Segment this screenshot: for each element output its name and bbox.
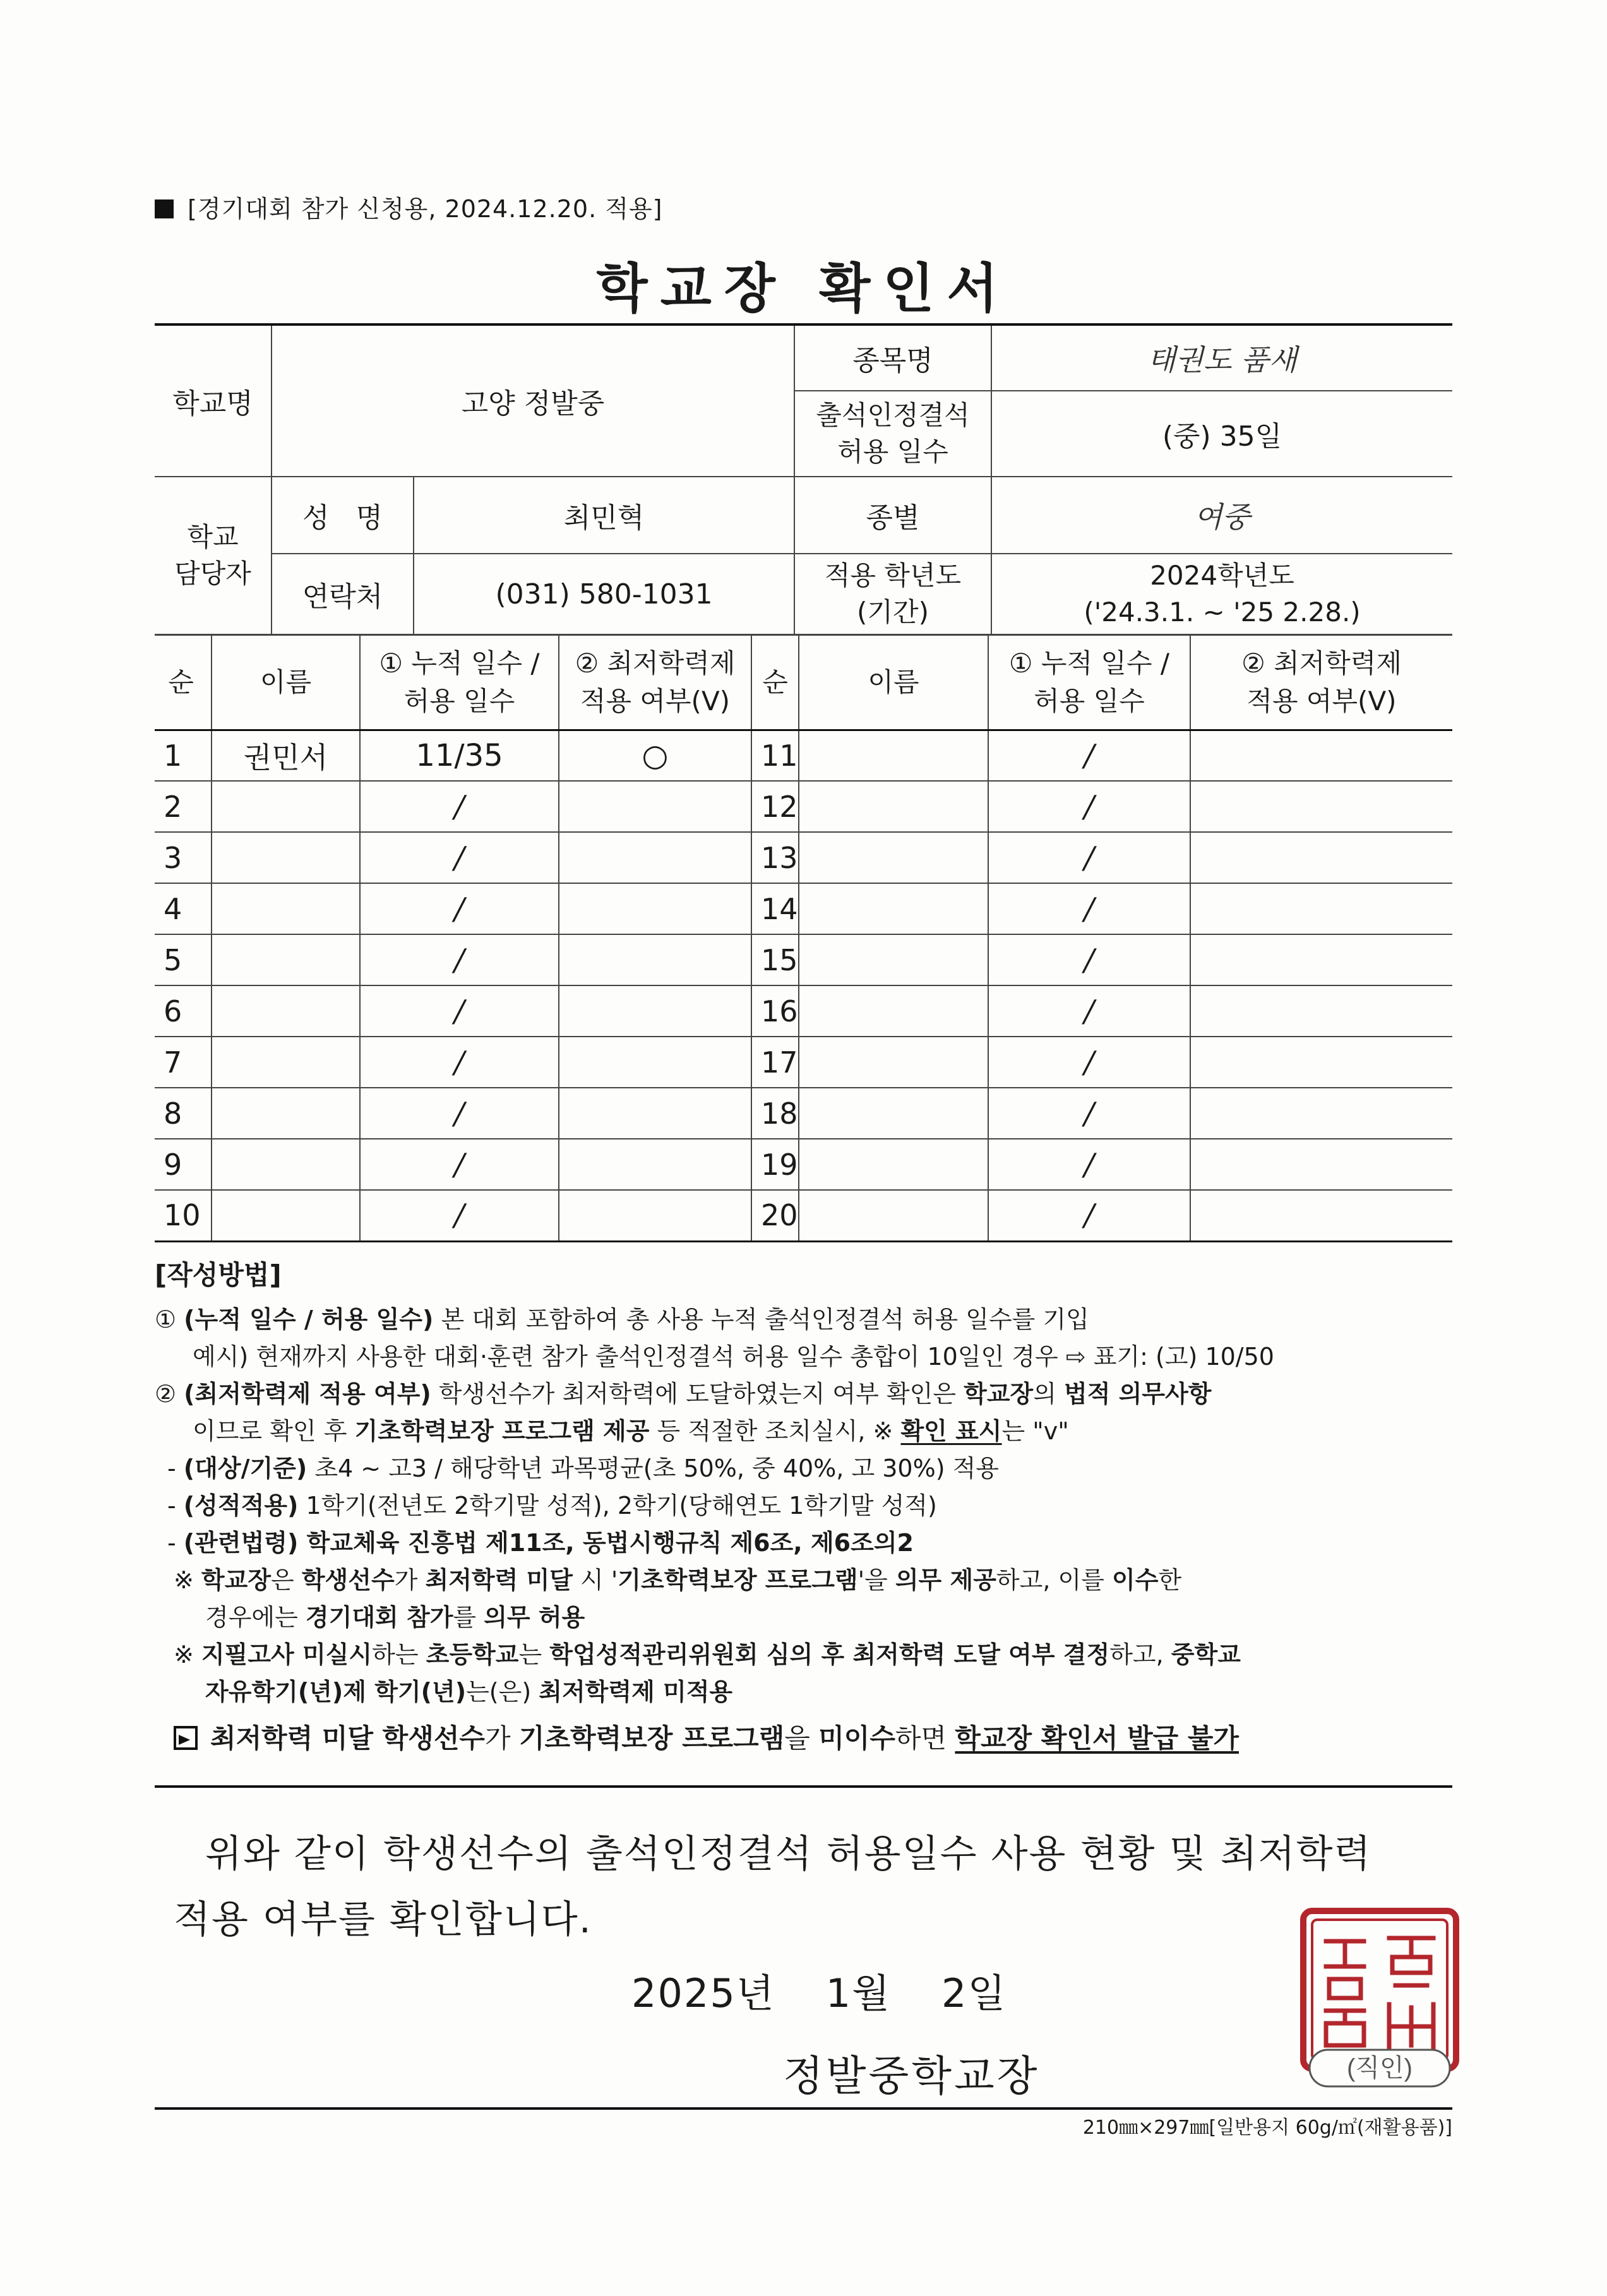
school-info-table bbox=[155, 323, 1452, 635]
athlete-roster-table bbox=[155, 634, 1452, 1242]
instruction-line: - (성적적용) 1학기(전년도 2학기말 성적), 2학기(당해연도 1학기말 성적) bbox=[167, 1492, 937, 1520]
school-name-value: 고양 정발중 bbox=[272, 324, 794, 477]
min-academic-check bbox=[1190, 1037, 1452, 1088]
roster-header-row bbox=[155, 635, 1452, 730]
row-number: 3 bbox=[155, 832, 212, 883]
row-number: 1 bbox=[155, 730, 212, 781]
form-usage-note: [경기대회 참가 신청용, 2024.12.20. 적용] bbox=[155, 189, 663, 224]
cumulative-days: / bbox=[360, 1139, 559, 1190]
row-number: 13 bbox=[751, 832, 799, 883]
instruction-line: 예시) 현재까지 사용한 대회·훈련 참가 출석인정결석 허용 일수 총합이 10일인 경우 ⇨ 표기: (고) 10/50 bbox=[193, 1343, 1274, 1371]
row-number: 12 bbox=[751, 781, 799, 832]
athlete-name bbox=[799, 781, 988, 832]
row-number: 17 bbox=[751, 1037, 799, 1088]
row-number: 5 bbox=[155, 934, 212, 985]
roster-row bbox=[155, 832, 1452, 883]
black-square-icon bbox=[155, 199, 174, 218]
cumulative-days: / bbox=[360, 1190, 559, 1241]
athlete-name: 권민서 bbox=[212, 730, 360, 781]
athlete-name bbox=[212, 1139, 360, 1190]
staff-name-label: 성 명 bbox=[272, 477, 414, 554]
row-number: 11 bbox=[751, 730, 799, 781]
sport-label: 종목명 bbox=[794, 324, 991, 391]
athlete-name bbox=[799, 832, 988, 883]
min-academic-check bbox=[559, 1037, 751, 1088]
row-number: 4 bbox=[155, 883, 212, 934]
arrow-box-icon bbox=[174, 1726, 198, 1750]
min-academic-check bbox=[1190, 1088, 1452, 1139]
athlete-name bbox=[212, 1190, 360, 1241]
col-min-header: ② 최저학력제 적용 여부(V) bbox=[559, 635, 751, 730]
cumulative-days: / bbox=[988, 1088, 1190, 1139]
roster-row bbox=[155, 1139, 1452, 1190]
cumulative-days: / bbox=[360, 934, 559, 985]
athlete-name bbox=[799, 1088, 988, 1139]
document-title: 학교장 확인서 bbox=[596, 258, 1011, 319]
athlete-name bbox=[799, 1037, 988, 1088]
instruction-line: - (관련법령) 학교체육 진흥법 제11조, 동법시행규칙 제6조, 제6조의2 bbox=[167, 1529, 914, 1557]
athlete-name bbox=[799, 730, 988, 781]
row-number: 15 bbox=[751, 934, 799, 985]
athlete-name bbox=[212, 934, 360, 985]
school-year-value: 2024학년도 ('24.3.1. ~ '25 2.28.) bbox=[991, 554, 1452, 634]
min-academic-check bbox=[559, 985, 751, 1037]
roster-row bbox=[155, 781, 1452, 832]
cumulative-days: / bbox=[360, 832, 559, 883]
min-academic-check bbox=[559, 1190, 751, 1241]
cumulative-days: / bbox=[988, 781, 1190, 832]
staff-name-value: 최민혁 bbox=[414, 477, 794, 554]
row-number: 2 bbox=[155, 781, 212, 832]
instruction-line: 경우에는 경기대회 참가를 의무 허용 bbox=[205, 1603, 585, 1631]
paper-spec-note: 210㎜×297㎜[일반용지 60g/㎡(재활용품)] bbox=[1082, 2117, 1452, 2139]
col-days-header: ① 누적 일수 / 허용 일수 bbox=[360, 635, 559, 730]
cumulative-days: / bbox=[988, 1037, 1190, 1088]
roster-row bbox=[155, 883, 1452, 934]
footer-divider bbox=[155, 2107, 1452, 2110]
min-academic-check bbox=[559, 832, 751, 883]
athlete-name bbox=[799, 934, 988, 985]
cumulative-days: / bbox=[360, 1037, 559, 1088]
athlete-name bbox=[799, 985, 988, 1037]
row-number: 16 bbox=[751, 985, 799, 1037]
min-academic-check bbox=[559, 934, 751, 985]
min-academic-check bbox=[1190, 1139, 1452, 1190]
min-academic-check bbox=[1190, 985, 1452, 1037]
row-number: 18 bbox=[751, 1088, 799, 1139]
school-year-label: 적용 학년도 (기간) bbox=[794, 554, 991, 634]
instruction-line: ※ 학교장은 학생선수가 최저학력 미달 시 '기초학력보장 프로그램'을 의무 제공하고, 이를 이수한 bbox=[174, 1566, 1182, 1594]
roster-row bbox=[155, 1190, 1452, 1241]
cumulative-days: / bbox=[988, 832, 1190, 883]
athlete-name bbox=[799, 883, 988, 934]
final-warning: 최저학력 미달 학생선수가 기초학력보장 프로그램을 미이수하면 학교장 확인서 발급 불가 bbox=[155, 1720, 1468, 1757]
roster-row bbox=[155, 1037, 1452, 1088]
staff-label: 학교 담당자 bbox=[155, 477, 272, 634]
min-academic-check bbox=[1190, 1190, 1452, 1241]
row-number: 8 bbox=[155, 1088, 212, 1139]
row-number: 14 bbox=[751, 883, 799, 934]
min-academic-check bbox=[559, 1088, 751, 1139]
confirmation-statement: 위와 같이 학생선수의 출석인정결석 허용일수 사용 현황 및 최저학력 적용 여부를 확인합니다. bbox=[174, 1832, 1372, 1942]
roster-row bbox=[155, 934, 1452, 985]
cumulative-days: / bbox=[360, 1088, 559, 1139]
col-no-header: 순 bbox=[751, 635, 799, 730]
row-number: 7 bbox=[155, 1037, 212, 1088]
athlete-name bbox=[212, 781, 360, 832]
instructions-heading: [작성방법] bbox=[155, 1259, 282, 1290]
min-academic-check bbox=[559, 781, 751, 832]
col-name-header: 이름 bbox=[799, 635, 988, 730]
min-academic-check bbox=[1190, 730, 1452, 781]
min-academic-check bbox=[1190, 883, 1452, 934]
instructions-section bbox=[155, 1256, 1468, 1757]
cumulative-days: / bbox=[360, 985, 559, 1037]
min-academic-check bbox=[559, 1139, 751, 1190]
category-label: 종별 bbox=[794, 477, 991, 554]
min-academic-check: ○ bbox=[559, 730, 751, 781]
seal-label: (직인) bbox=[1347, 2054, 1413, 2082]
row-number: 9 bbox=[155, 1139, 212, 1190]
absence-days-label: 출석인정결석 허용 일수 bbox=[794, 391, 991, 477]
issue-date: 2025년 1월 2일 bbox=[631, 1970, 1007, 2016]
athlete-name bbox=[212, 1088, 360, 1139]
min-academic-check bbox=[1190, 781, 1452, 832]
row-number: 20 bbox=[751, 1190, 799, 1241]
athlete-name bbox=[799, 1139, 988, 1190]
athlete-name bbox=[212, 985, 360, 1037]
cumulative-days: / bbox=[988, 730, 1190, 781]
col-min-header: ② 최저학력제 적용 여부(V) bbox=[1190, 635, 1452, 730]
cumulative-days: / bbox=[988, 1190, 1190, 1241]
cumulative-days: / bbox=[360, 781, 559, 832]
instruction-line: 이므로 확인 후 기초학력보장 프로그램 제공 등 적절한 조치실시, ※ 확인 표시는 "v" bbox=[193, 1417, 1069, 1445]
athlete-name bbox=[212, 832, 360, 883]
min-academic-check bbox=[1190, 832, 1452, 883]
instruction-line: - (대상/기준) 초4 ~ 고3 / 해당학년 과목평균(초 50%, 중 40%, 고 30%) 적용 bbox=[167, 1454, 1000, 1482]
min-academic-check bbox=[559, 883, 751, 934]
section-divider bbox=[155, 1785, 1452, 1788]
instruction-line: 자유학기(년)제 학기(년)는(은) 최저학력제 미적용 bbox=[205, 1678, 733, 1706]
roster-row bbox=[155, 730, 1452, 781]
row-number: 6 bbox=[155, 985, 212, 1037]
sport-value: 태권도 품새 bbox=[991, 324, 1452, 391]
col-days-header: ① 누적 일수 / 허용 일수 bbox=[988, 635, 1190, 730]
cumulative-days: / bbox=[988, 934, 1190, 985]
athlete-name bbox=[212, 883, 360, 934]
row-number: 10 bbox=[155, 1190, 212, 1241]
athlete-name bbox=[799, 1190, 988, 1241]
min-academic-check bbox=[1190, 934, 1452, 985]
staff-contact-label: 연락처 bbox=[272, 554, 414, 634]
instruction-line: ※ 지필고사 미실시하는 초등학교는 학업성적관리위원회 심의 후 최저학력 도달 여부 결정하고, 중학교 bbox=[174, 1641, 1241, 1668]
absence-days-value: (중) 35일 bbox=[991, 391, 1452, 477]
school-name-label: 학교명 bbox=[155, 324, 272, 477]
row-number: 19 bbox=[751, 1139, 799, 1190]
cumulative-days: / bbox=[988, 883, 1190, 934]
cumulative-days: / bbox=[988, 1139, 1190, 1190]
official-seal-stamp bbox=[1294, 1903, 1465, 2099]
roster-row bbox=[155, 1088, 1452, 1139]
staff-contact-value: (031) 580-1031 bbox=[414, 554, 794, 634]
cumulative-days: / bbox=[988, 985, 1190, 1037]
roster-row bbox=[155, 985, 1452, 1037]
athlete-name bbox=[212, 1037, 360, 1088]
col-no-header: 순 bbox=[155, 635, 212, 730]
principal-title: 정발중학교장 bbox=[783, 2052, 1040, 2100]
instruction-line: ① (누적 일수 / 허용 일수) 본 대회 포함하여 총 사용 누적 출석인정결석 허용 일수를 기입 bbox=[155, 1306, 1089, 1333]
cumulative-days: 11/35 bbox=[360, 730, 559, 781]
category-value: 여중 bbox=[991, 477, 1452, 554]
instruction-line: ② (최저학력제 적용 여부) 학생선수가 최저학력에 도달하였는지 여부 확인은 학교장의 법적 의무사항 bbox=[155, 1380, 1212, 1408]
col-name-header: 이름 bbox=[212, 635, 360, 730]
cumulative-days: / bbox=[360, 883, 559, 934]
